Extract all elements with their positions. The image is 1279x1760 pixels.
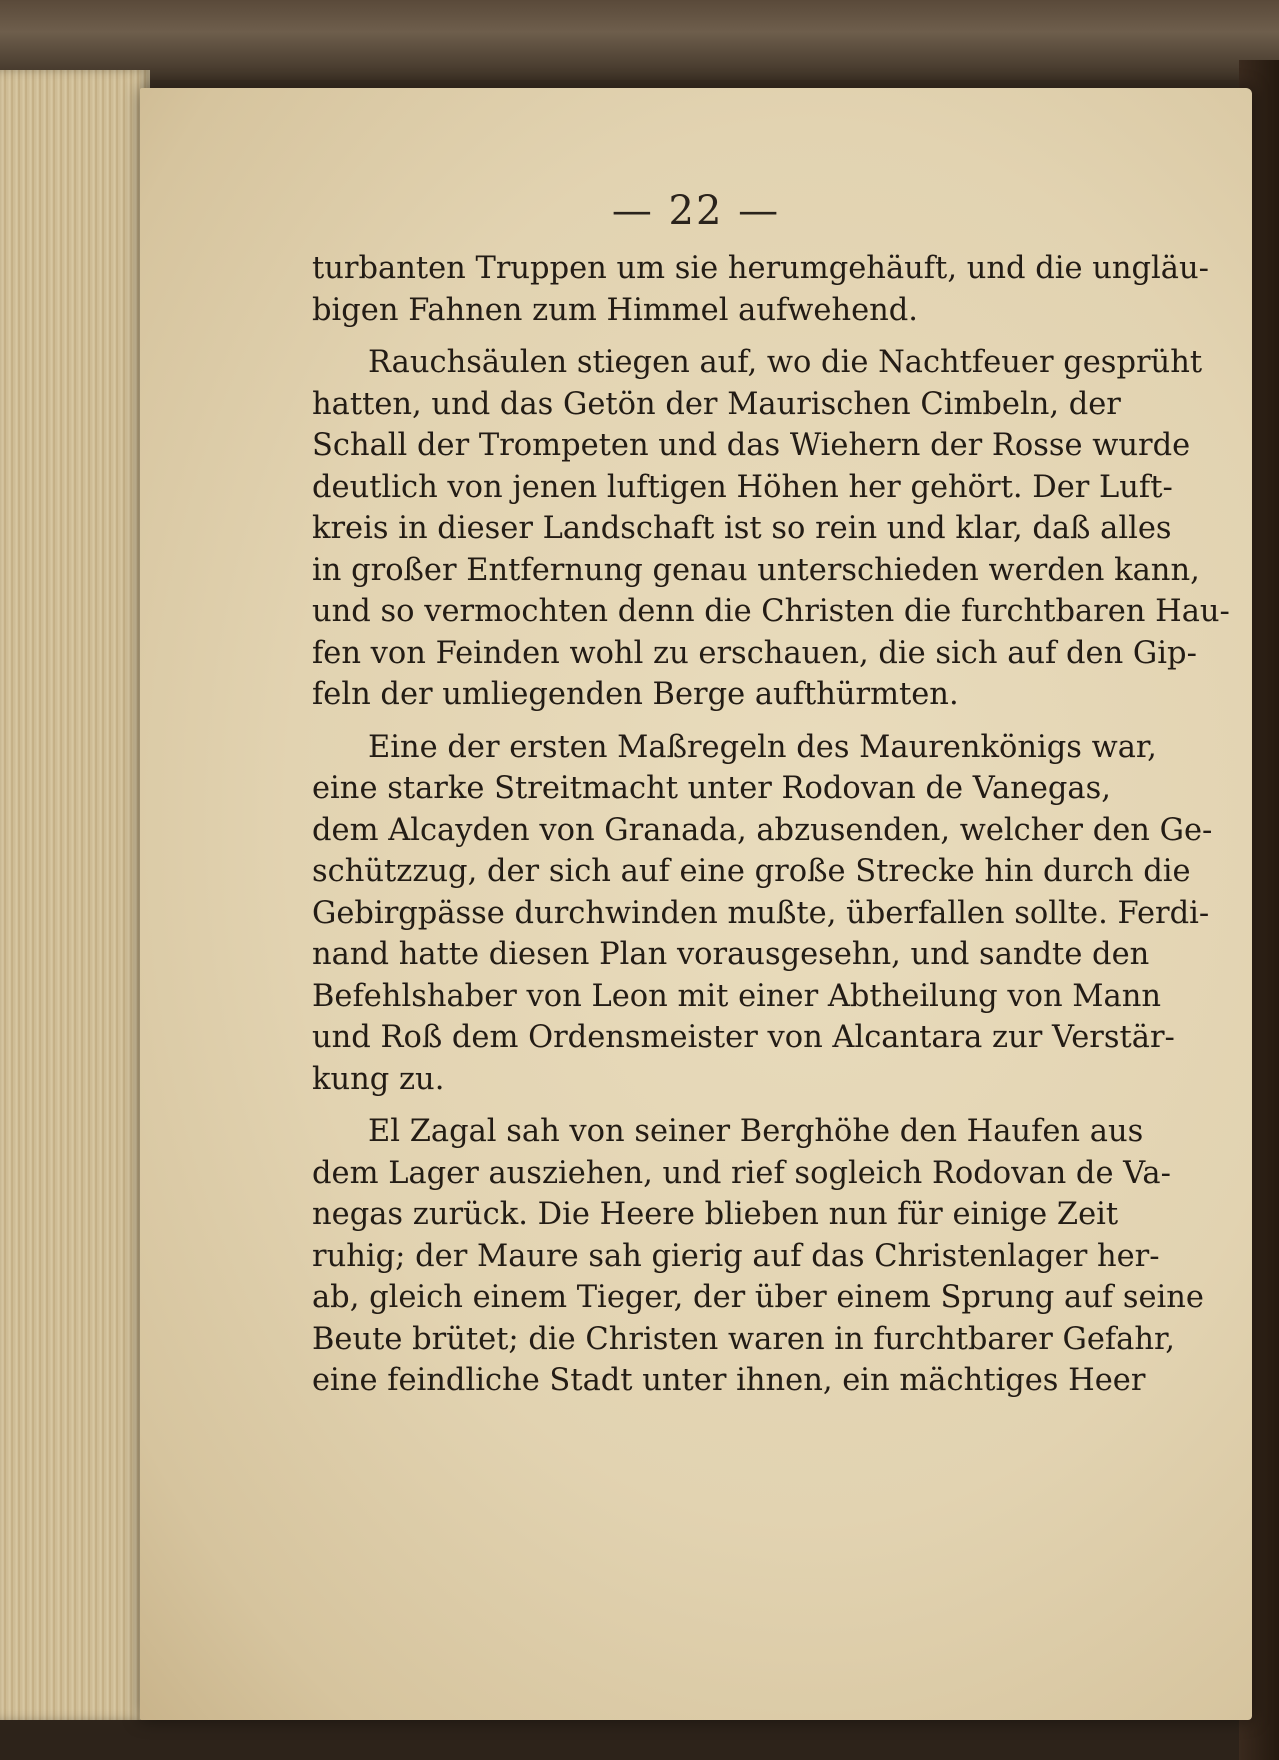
text-line: ab, gleich einem Tieger, der über einem Sprung auf seine	[312, 1280, 1204, 1315]
text-line: und Roß dem Ordensmeister von Alcantara zur Verstär-	[312, 1020, 1175, 1055]
text-line: dem Lager ausziehen, und rief sogleich Rodovan de Va-	[312, 1155, 1171, 1191]
book-page	[140, 88, 1252, 1720]
paragraph-4	[312, 1111, 1204, 1402]
paragraph-3	[312, 727, 1213, 1101]
text-line: fen von Feinden wohl zu erschauen, die sich auf den Gip-	[312, 635, 1197, 671]
page-edges-stack	[0, 70, 150, 1720]
page-number: — 22 —	[611, 188, 781, 234]
text-line: Befehlshaber von Leon mit einer Abtheilung von Mann	[312, 978, 1162, 1014]
text-line: hatten, und das Getön der Maurischen Cimbeln, der	[312, 386, 1121, 422]
paragraph-1	[312, 248, 1209, 331]
text-line: turbanten Truppen um sie herumgehäuft, und die ungläu-	[312, 251, 1209, 286]
text-line: kung zu.	[312, 1061, 445, 1097]
text-line: Beute brütet; die Christen waren in furchtbarer Gefahr,	[312, 1321, 1175, 1357]
book-cover-edge	[0, 0, 1279, 80]
text-line: deutlich von jenen luftigen Höhen her gehört. Der Luft-	[312, 469, 1173, 505]
text-line: Rauchsäulen stiegen auf, wo die Nachtfeuer gesprüht	[368, 345, 1203, 380]
text-line: negas zurück. Die Heere blieben nun für einige Zeit	[312, 1197, 1119, 1232]
body-text	[312, 248, 1230, 1402]
text-line: nand hatte diesen Plan vorausgesehn, und sandte den	[312, 937, 1150, 972]
text-line: Gebirgpässe durchwinden mußte, überfallen sollte. Ferdi-	[312, 895, 1210, 931]
text-line: eine starke Streitmacht unter Rodovan de Vanegas,	[312, 771, 1111, 806]
text-line: und so vermochten denn die Christen die furchtbaren Hau-	[312, 594, 1230, 629]
text-line: ruhig; der Maure sah gierig auf das Christenlager her-	[312, 1238, 1160, 1274]
text-line: Schall der Trompeten und das Wiehern der Rosse wurde	[312, 428, 1191, 463]
text-line: Eine der ersten Maßregeln des Maurenkönigs war,	[368, 729, 1157, 765]
text-line: feln der umliegenden Berge aufthürmten.	[312, 677, 959, 712]
text-line: schützzug, der sich auf eine große Strecke hin durch die	[312, 854, 1191, 889]
text-line: El Zagal sah von seiner Berghöhe den Haufen aus	[368, 1114, 1144, 1149]
paragraph-2	[312, 342, 1230, 716]
text-line: bigen Fahnen zum Himmel aufwehend.	[312, 292, 918, 328]
text-line: kreis in dieser Landschaft ist so rein und klar, daß alles	[312, 511, 1172, 546]
text-line: eine feindliche Stadt unter ihnen, ein mächtiges Heer	[312, 1363, 1146, 1398]
text-line: dem Alcayden von Granada, abzusenden, welcher den Ge-	[312, 812, 1213, 848]
text-line: in großer Entfernung genau unterschieden werden kann,	[312, 552, 1200, 588]
